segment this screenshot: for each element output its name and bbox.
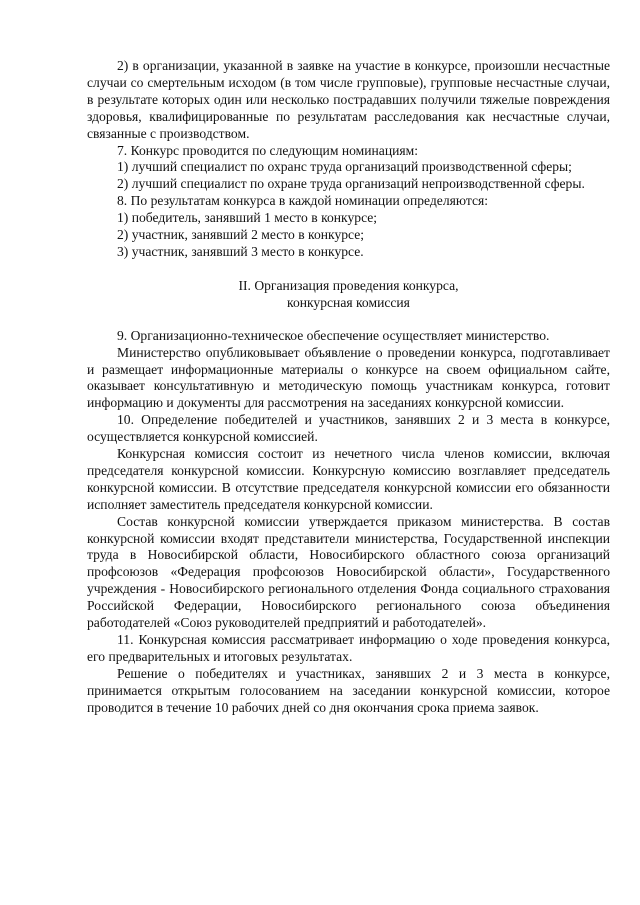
spacer [87, 261, 610, 278]
paragraph-commission-members: Состав конкурсной комиссии утверждается приказом министерства. В состав конкурсной комиссии входят представители министерства, Государственной инспекции труда в Новосибирской области, Новосибирского областного союза организаций профсоюзов «Федерация профсоюзов Новосибирской области», Государственного учреждения - Новосибирского регионального отделения Фонда социального страхования Российской Федерации, Новосибирского регионального союза объединения работодателей «Союз руководителей предприятий и работодателей». [87, 513, 610, 631]
paragraph-clause-11: 11. Конкурсная комиссия рассматривает информацию о ходе проведения конкурса, его предварительных и итоговых результатах. [87, 632, 610, 664]
section-heading-line-2: конкурсная комиссия [287, 294, 410, 310]
paragraph-decision: Решение о победителях и участниках, занявших 2 и 3 места в конкурсе, принимается открытым голосованием на заседании конкурсной комиссии, которое проводится в течение 10 рабочих дней со дня окончания срока приема заявок. [87, 665, 610, 715]
paragraph-place-1: 1) победитель, занявший 1 место в конкурсе; [117, 210, 378, 226]
section-heading-line-1: II. Организация проведения конкурса, [238, 277, 459, 293]
paragraph-ministry-duties: Министерство опубликовывает объявление о проведении конкурса, подготавливает и размещает информационные материалы о конкурсе на своем официальном сайте, оказывает консультативную и методическую помощь участникам конкурса, готовит информацию и документы для рассмотрения на заседаниях конкурсной комиссии. [87, 344, 610, 411]
paragraph-clause-10: 10. Определение победителей и участников, занявших 2 и 3 места в конкурсе, осуществляется конкурсной комиссией. [87, 412, 610, 445]
spacer [87, 312, 610, 328]
paragraph-commission-composition: Конкурсная комиссия состоит из нечетного числа членов комиссии, включая председателя конкурсной комиссии. Конкурсную комиссию возглавляет председатель конкурсной комиссии. В отсутствие председателя конкурсной комиссии его обязанности исполняет заместитель председателя конкурсной комиссии. [87, 446, 610, 512]
document-page [87, 58, 610, 717]
paragraph-place-2: 2) участник, занявший 2 место в конкурсе; [117, 227, 365, 243]
paragraph-nomination-2: 2) лучший специалист по охране труда организаций непроизводственной сферы. [117, 176, 585, 192]
paragraph-place-3: 3) участник, занявший 3 место в конкурсе. [117, 243, 364, 259]
paragraph-clause-7: 7. Конкурс проводится по следующим номинациям: [117, 142, 419, 158]
paragraph-clause-8: 8. По результатам конкурса в каждой номинации определяются: [117, 193, 489, 209]
paragraph-nomination-1: 1) лучший специалист по охранс труда организаций производственной сферы; [117, 159, 572, 175]
paragraph-clause-6-2: 2) в организации, указанной в заявке на участие в конкурсе, произошли несчастные случаи со смертельным исходом (в том числе групповые), групповые несчастные случаи, в результате которых один или несколько пострадавших получили тяжелые повреждения здоровья, квалифицированные по результатам расследования как несчастные случаи, связанные с производством. [87, 58, 610, 141]
paragraph-clause-9: 9. Организационно-техническое обеспечение осуществляет министерство. [117, 327, 550, 343]
